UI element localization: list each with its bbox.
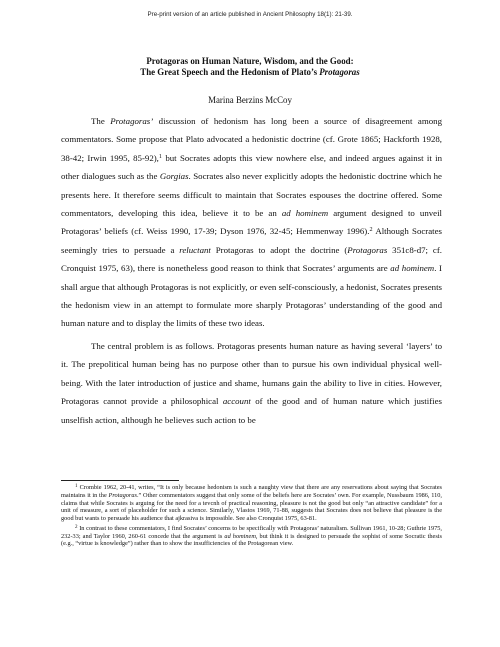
footnotes — [61, 484, 442, 550]
italic-run: ad hominem — [390, 263, 435, 274]
text-run: Although Socrates seemingly tries to persuade a — [61, 226, 442, 255]
footnote-ref-1[interactable]: 1 — [158, 152, 162, 160]
text-run: In contrast to these commentators, I find Socrates’ concerns to be specifically with Protagoras’ naturalism. Sullivan 1961, 10-28; Guthrie 1975, 232-33; and Taylor 1960, 260-61 concede that the argument is — [61, 524, 442, 540]
title-line-1: Protagoras on Human Nature, Wisdom, and the Good: — [146, 56, 354, 66]
title-line-2 — [40, 67, 460, 78]
text-run: . I shall argue that although Protagoras is not explicitly, or even self-consciously, a hedonist, Socrates presents the hedonism view in an attempt to formulate more sharply Protagoras’ understanding of the good and human nature and to display the limits of these two ideas. — [61, 263, 442, 329]
text-run: of the good and of human nature which justifies unselfish action, although he believes such action to be — [61, 396, 442, 425]
text-run: argument designed to unveil Protagoras’ beliefs (cf. Weiss 1990, 17-39; Dyson 1976, 32-45; Hemmenway 1996). — [61, 208, 442, 237]
italic-run: ad hominem — [281, 208, 329, 219]
italic-run: account — [222, 396, 251, 407]
italic-run: ad hominem — [224, 532, 256, 540]
text-run: The central problem is as follows. Protagoras presents human nature as having several ‘layers’ to it. The prepolitical human being has no purpose other than to pursue his own individual physical well-being. With the later introduction of justice and shame, humans gain the ability to live in cities. However, Protagoras cannot provide a philosophical — [61, 340, 442, 407]
text-run: Protagoras to adopt the doctrine ( — [210, 244, 348, 255]
footnote-2 — [61, 525, 442, 548]
italic-run: reluctant — [179, 244, 211, 255]
italic-run: Protagoras — [108, 491, 137, 499]
footnote-ref-2[interactable]: 2 — [369, 226, 373, 234]
italic-run: Protagoras’ — [110, 116, 154, 126]
text-run: discussion of hedonism has long been a source of disagreement among commentators. Some propose that Plato advocated a hedonistic doctrine (cf. Grote 1865; Hackforth 1928, 38-42; Irwin 1995, 85-92), — [61, 116, 442, 163]
article-title — [40, 56, 460, 78]
footnote-separator — [61, 480, 179, 481]
footnote-number: 2 — [75, 524, 78, 530]
text-run: The — [91, 116, 111, 126]
author-name: Marina Berzins McCoy — [208, 95, 292, 105]
text-run: .” Other commentators suggest that only some of the beliefs here are Socrates’ own. For example, Nussbaum 1986, 110, claims that while Socrates is arguing for the need for a tevcnh of practical reasoning, pleasure is not the good but only “an attractive candidate” for a unit of measure, a sort of placeholder for such a science. Similarly, Vlastos 1969, 71-88, suggests that Socrates does not believe that pleasure is the good but wants to persuade his audience that ajkrasiva is impossible. See also Cronquist 1975, 63-81. — [61, 491, 442, 522]
paragraph-1 — [61, 112, 442, 333]
italic-run: Gorgias — [159, 171, 189, 182]
footnote-number: 1 — [75, 484, 78, 489]
italic-run: Protagoras — [347, 244, 388, 255]
title-line-2-italic: Protagoras — [319, 67, 360, 77]
text-run: , but think it is designed to persuade the sophist of some Socratic thesis (e.g., “virtue is knowledge”) rather than to show the insufficiencies of the Protagorean view. — [61, 532, 442, 548]
preprint-header: Pre-print version of an article published in Ancient Philosophy 18(1): 21-39. — [147, 11, 353, 18]
text-run: but Socrates adopts this view nowhere else, and indeed argues against it in other dialogues such as the — [61, 152, 442, 182]
body-text — [61, 112, 442, 429]
title-line-2-text: The Great Speech and the Hedonism of Plato’s — [140, 67, 320, 77]
text-run: 351c8-d7; cf. Cronquist 1975, 63), there is nonetheless good reason to think that Socrates’ arguments are — [61, 244, 442, 274]
text-run: . Socrates also never explicitly adopts the hedonistic doctrine which he presents here. It therefore seems difficult to maintain that Socrates espouses the doctrine offered. Some commentators, developing this idea, believe it to be an — [61, 171, 442, 219]
footnote-1 — [61, 484, 442, 523]
paragraph-2 — [61, 337, 442, 429]
text-run: Crombie 1962, 20-41, writes, “It is only because hedonism is such a naughty view that there are any reservations about saying that Socrates maintains it in the — [61, 484, 442, 499]
